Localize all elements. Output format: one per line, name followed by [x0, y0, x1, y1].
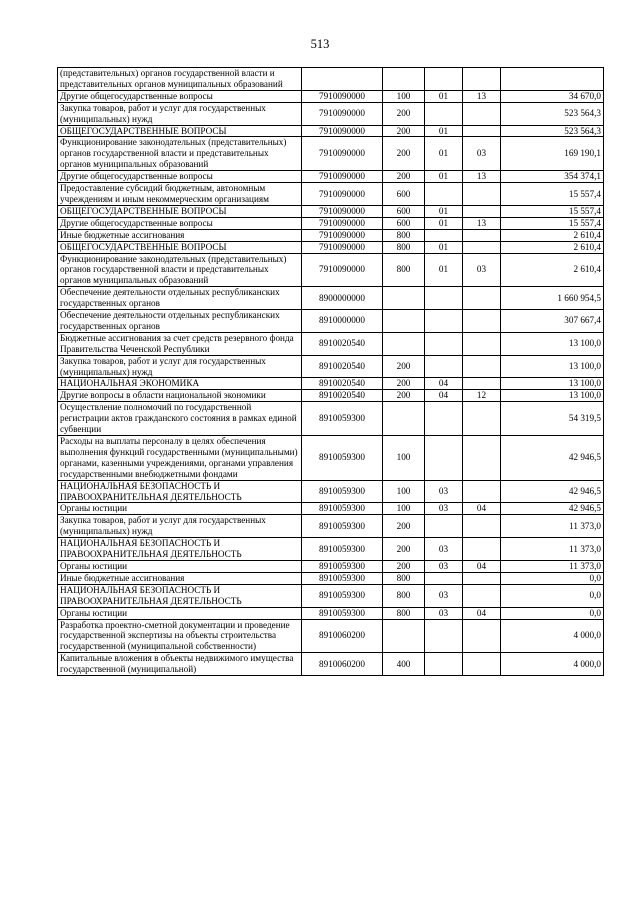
row-name-cell: Предоставление субсидий бюджетным, автономным учреждениям и иным некоммерческим организациям	[58, 183, 302, 206]
row-expense-type-cell	[383, 310, 425, 333]
row-amount-cell: 13 100,0	[501, 332, 604, 355]
row-subsection-cell: 04	[463, 607, 501, 619]
table-row	[58, 560, 604, 572]
row-subsection-cell	[463, 619, 501, 653]
table-row	[58, 378, 604, 390]
row-subsection-cell: 04	[463, 503, 501, 515]
budget-table	[57, 67, 604, 676]
row-expense-type-cell: 200	[383, 378, 425, 390]
row-section-cell: 01	[425, 137, 463, 171]
row-name-cell: Другие общегосударственные вопросы	[58, 217, 302, 229]
row-expense-type-cell: 800	[383, 241, 425, 253]
table-row	[58, 619, 604, 653]
row-section-cell: 01	[425, 90, 463, 102]
row-section-cell: 04	[425, 378, 463, 390]
row-amount-cell: 523 564,3	[501, 125, 604, 137]
row-name-cell: Обеспечение деятельности отдельных республиканских государственных органов	[58, 310, 302, 333]
row-expense-type-cell: 200	[383, 102, 425, 125]
row-target-code-cell: 7910090000	[302, 241, 383, 253]
row-target-code-cell: 8910059300	[302, 515, 383, 538]
row-section-cell	[425, 436, 463, 481]
row-expense-type-cell: 600	[383, 217, 425, 229]
row-section-cell: 03	[425, 560, 463, 572]
row-section-cell	[425, 68, 463, 91]
row-amount-cell: 2 610,4	[501, 253, 604, 287]
row-section-cell	[425, 183, 463, 206]
row-amount-cell: 15 557,4	[501, 217, 604, 229]
row-expense-type-cell: 600	[383, 183, 425, 206]
row-amount-cell: 1 660 954,5	[501, 287, 604, 310]
row-subsection-cell	[463, 480, 501, 503]
row-expense-type-cell	[383, 332, 425, 355]
page-number: 513	[310, 37, 330, 51]
row-name-cell: Функционирование законодательных (представительных) органов государственной власти и представительных органов муниципальных образований	[58, 253, 302, 287]
table-row	[58, 503, 604, 515]
row-subsection-cell	[463, 102, 501, 125]
row-amount-cell: 0,0	[501, 572, 604, 584]
row-expense-type-cell: 100	[383, 90, 425, 102]
row-amount-cell: 42 946,5	[501, 436, 604, 481]
row-subsection-cell	[463, 402, 501, 436]
row-section-cell	[425, 287, 463, 310]
row-name-cell: Закупка товаров, работ и услуг для государственных (муниципальных) нужд	[58, 355, 302, 378]
row-amount-cell: 42 946,5	[501, 503, 604, 515]
table-row	[58, 538, 604, 561]
row-name-cell: Закупка товаров, работ и услуг для государственных (муниципальных) нужд	[58, 515, 302, 538]
row-target-code-cell: 7910090000	[302, 137, 383, 171]
row-expense-type-cell: 800	[383, 253, 425, 287]
row-section-cell: 01	[425, 125, 463, 137]
row-target-code-cell: 8910059300	[302, 538, 383, 561]
row-name-cell: Иные бюджетные ассигнования	[58, 229, 302, 241]
row-target-code-cell: 8910059300	[302, 480, 383, 503]
row-expense-type-cell: 200	[383, 171, 425, 183]
row-expense-type-cell: 200	[383, 390, 425, 402]
row-amount-cell: 4 000,0	[501, 653, 604, 676]
row-name-cell: Органы юстиции	[58, 560, 302, 572]
row-section-cell	[425, 619, 463, 653]
row-amount-cell: 54 319,5	[501, 402, 604, 436]
row-subsection-cell	[463, 332, 501, 355]
row-name-cell: Другие общегосударственные вопросы	[58, 171, 302, 183]
row-section-cell	[425, 310, 463, 333]
table-row	[58, 402, 604, 436]
row-target-code-cell: 8910059300	[302, 572, 383, 584]
table-row	[58, 102, 604, 125]
row-name-cell: Расходы на выплаты персоналу в целях обеспечения выполнения функций государственными (муниципальными) органами, казенными учреждениями, органами управления государственными внебюджетными фондами	[58, 436, 302, 481]
row-name-cell: НАЦИОНАЛЬНАЯ ЭКОНОМИКА	[58, 378, 302, 390]
table-row	[58, 607, 604, 619]
table-row	[58, 515, 604, 538]
row-amount-cell: 523 564,3	[501, 102, 604, 125]
row-target-code-cell: 8910020540	[302, 390, 383, 402]
row-subsection-cell	[463, 653, 501, 676]
row-target-code-cell: 8910000000	[302, 310, 383, 333]
row-section-cell: 03	[425, 584, 463, 607]
row-target-code-cell: 8910020540	[302, 355, 383, 378]
row-name-cell: Бюджетные ассигнования за счет средств резервного фонда Правительства Чеченской Республики	[58, 332, 302, 355]
row-target-code-cell: 8910059300	[302, 503, 383, 515]
row-subsection-cell	[463, 229, 501, 241]
row-section-cell: 03	[425, 503, 463, 515]
row-section-cell: 01	[425, 205, 463, 217]
row-expense-type-cell: 200	[383, 538, 425, 561]
row-name-cell: Иные бюджетные ассигнования	[58, 572, 302, 584]
row-target-code-cell: 8900000000	[302, 287, 383, 310]
row-subsection-cell	[463, 572, 501, 584]
row-expense-type-cell: 200	[383, 515, 425, 538]
row-target-code-cell: 7910090000	[302, 171, 383, 183]
row-subsection-cell	[463, 310, 501, 333]
row-expense-type-cell: 600	[383, 205, 425, 217]
row-subsection-cell	[463, 515, 501, 538]
table-row	[58, 480, 604, 503]
row-target-code-cell: 7910090000	[302, 125, 383, 137]
row-section-cell: 01	[425, 253, 463, 287]
row-amount-cell: 13 100,0	[501, 355, 604, 378]
row-name-cell: Закупка товаров, работ и услуг для государственных (муниципальных) нужд	[58, 102, 302, 125]
table-row	[58, 653, 604, 676]
row-expense-type-cell: 200	[383, 355, 425, 378]
row-target-code-cell: 8910059300	[302, 584, 383, 607]
row-amount-cell: 2 610,4	[501, 241, 604, 253]
row-target-code-cell: 7910090000	[302, 217, 383, 229]
row-subsection-cell	[463, 68, 501, 91]
row-amount-cell: 354 374,1	[501, 171, 604, 183]
table-row	[58, 253, 604, 287]
table-row	[58, 125, 604, 137]
row-expense-type-cell: 200	[383, 560, 425, 572]
table-row	[58, 287, 604, 310]
row-name-cell: ОБЩЕГОСУДАРСТВЕННЫЕ ВОПРОСЫ	[58, 205, 302, 217]
row-amount-cell: 15 557,4	[501, 205, 604, 217]
row-subsection-cell	[463, 205, 501, 217]
row-section-cell	[425, 572, 463, 584]
table-row	[58, 205, 604, 217]
table-row	[58, 310, 604, 333]
table-row	[58, 137, 604, 171]
row-section-cell	[425, 229, 463, 241]
row-section-cell: 03	[425, 480, 463, 503]
row-target-code-cell: 8910020540	[302, 378, 383, 390]
row-expense-type-cell: 800	[383, 229, 425, 241]
table-row	[58, 241, 604, 253]
row-target-code-cell: 8910059300	[302, 607, 383, 619]
row-expense-type-cell: 100	[383, 436, 425, 481]
row-amount-cell: 13 100,0	[501, 390, 604, 402]
row-expense-type-cell: 800	[383, 572, 425, 584]
row-expense-type-cell: 400	[383, 653, 425, 676]
row-subsection-cell	[463, 436, 501, 481]
row-amount-cell: 11 373,0	[501, 538, 604, 561]
row-target-code-cell: 8910060200	[302, 619, 383, 653]
row-name-cell: Органы юстиции	[58, 503, 302, 515]
row-target-code-cell: 7910090000	[302, 90, 383, 102]
row-subsection-cell	[463, 183, 501, 206]
row-name-cell: Капитальные вложения в объекты недвижимого имущества государственной (муниципальной)	[58, 653, 302, 676]
row-amount-cell: 11 373,0	[501, 515, 604, 538]
row-section-cell	[425, 402, 463, 436]
row-expense-type-cell: 100	[383, 480, 425, 503]
row-section-cell: 01	[425, 217, 463, 229]
row-amount-cell: 169 190,1	[501, 137, 604, 171]
table-body	[58, 68, 604, 676]
row-target-code-cell: 8910060200	[302, 653, 383, 676]
row-name-cell: Другие общегосударственные вопросы	[58, 90, 302, 102]
row-section-cell: 03	[425, 538, 463, 561]
row-subsection-cell	[463, 538, 501, 561]
row-subsection-cell: 13	[463, 217, 501, 229]
table-row	[58, 436, 604, 481]
row-section-cell: 04	[425, 390, 463, 402]
row-section-cell	[425, 102, 463, 125]
row-target-code-cell	[302, 68, 383, 91]
row-target-code-cell: 7910090000	[302, 205, 383, 217]
row-amount-cell: 2 610,4	[501, 229, 604, 241]
row-name-cell: Другие вопросы в области национальной экономики	[58, 390, 302, 402]
row-amount-cell: 0,0	[501, 584, 604, 607]
row-amount-cell: 0,0	[501, 607, 604, 619]
row-section-cell: 01	[425, 171, 463, 183]
row-amount-cell	[501, 68, 604, 91]
row-section-cell	[425, 332, 463, 355]
row-name-cell: Функционирование законодательных (представительных) органов государственной власти и представительных органов муниципальных образований	[58, 137, 302, 171]
row-target-code-cell: 8910059300	[302, 402, 383, 436]
row-section-cell	[425, 355, 463, 378]
table-row	[58, 229, 604, 241]
row-expense-type-cell: 100	[383, 503, 425, 515]
row-amount-cell: 13 100,0	[501, 378, 604, 390]
row-target-code-cell: 7910090000	[302, 183, 383, 206]
row-subsection-cell: 04	[463, 560, 501, 572]
row-subsection-cell: 12	[463, 390, 501, 402]
row-amount-cell: 42 946,5	[501, 480, 604, 503]
row-name-cell: ОБЩЕГОСУДАРСТВЕННЫЕ ВОПРОСЫ	[58, 241, 302, 253]
table-row	[58, 217, 604, 229]
table-row	[58, 584, 604, 607]
row-subsection-cell	[463, 355, 501, 378]
row-name-cell: Органы юстиции	[58, 607, 302, 619]
row-subsection-cell: 03	[463, 253, 501, 287]
table-row	[58, 90, 604, 102]
row-expense-type-cell: 200	[383, 137, 425, 171]
row-target-code-cell: 7910090000	[302, 253, 383, 287]
row-target-code-cell: 7910090000	[302, 229, 383, 241]
row-name-cell: Обеспечение деятельности отдельных республиканских государственных органов	[58, 287, 302, 310]
row-expense-type-cell: 200	[383, 125, 425, 137]
row-amount-cell: 11 373,0	[501, 560, 604, 572]
table-row	[58, 171, 604, 183]
row-subsection-cell	[463, 378, 501, 390]
row-section-cell: 03	[425, 607, 463, 619]
row-subsection-cell	[463, 241, 501, 253]
row-subsection-cell	[463, 125, 501, 137]
table-row	[58, 68, 604, 91]
row-section-cell	[425, 515, 463, 538]
row-section-cell: 01	[425, 241, 463, 253]
table-row	[58, 332, 604, 355]
row-expense-type-cell	[383, 619, 425, 653]
row-amount-cell: 15 557,4	[501, 183, 604, 206]
row-name-cell: ОБЩЕГОСУДАРСТВЕННЫЕ ВОПРОСЫ	[58, 125, 302, 137]
row-target-code-cell: 8910059300	[302, 436, 383, 481]
row-amount-cell: 4 000,0	[501, 619, 604, 653]
row-name-cell: Осуществление полномочий по государственной регистрации актов гражданского состояния в рамках единой субвенции	[58, 402, 302, 436]
row-name-cell: НАЦИОНАЛЬНАЯ БЕЗОПАСНОСТЬ И ПРАВООХРАНИТЕЛЬНАЯ ДЕЯТЕЛЬНОСТЬ	[58, 584, 302, 607]
row-expense-type-cell	[383, 287, 425, 310]
row-subsection-cell: 13	[463, 171, 501, 183]
table-row	[58, 183, 604, 206]
row-subsection-cell	[463, 584, 501, 607]
row-expense-type-cell	[383, 402, 425, 436]
row-name-cell: (представительных) органов государственной власти и представительных органов муниципальных образований	[58, 68, 302, 91]
table-row	[58, 572, 604, 584]
row-section-cell	[425, 653, 463, 676]
row-name-cell: НАЦИОНАЛЬНАЯ БЕЗОПАСНОСТЬ И ПРАВООХРАНИТЕЛЬНАЯ ДЕЯТЕЛЬНОСТЬ	[58, 538, 302, 561]
row-expense-type-cell: 800	[383, 584, 425, 607]
row-expense-type-cell	[383, 68, 425, 91]
row-subsection-cell: 13	[463, 90, 501, 102]
row-subsection-cell	[463, 287, 501, 310]
row-target-code-cell: 8910020540	[302, 332, 383, 355]
row-subsection-cell: 03	[463, 137, 501, 171]
row-name-cell: НАЦИОНАЛЬНАЯ БЕЗОПАСНОСТЬ И ПРАВООХРАНИТЕЛЬНАЯ ДЕЯТЕЛЬНОСТЬ	[58, 480, 302, 503]
row-expense-type-cell: 800	[383, 607, 425, 619]
row-amount-cell: 307 667,4	[501, 310, 604, 333]
row-amount-cell: 34 670,0	[501, 90, 604, 102]
row-target-code-cell: 8910059300	[302, 560, 383, 572]
row-name-cell: Разработка проектно-сметной документации и проведение государственной экспертизы на объекты строительства государственной (муниципальной собственности)	[58, 619, 302, 653]
row-target-code-cell: 7910090000	[302, 102, 383, 125]
table-row	[58, 390, 604, 402]
table-row	[58, 355, 604, 378]
